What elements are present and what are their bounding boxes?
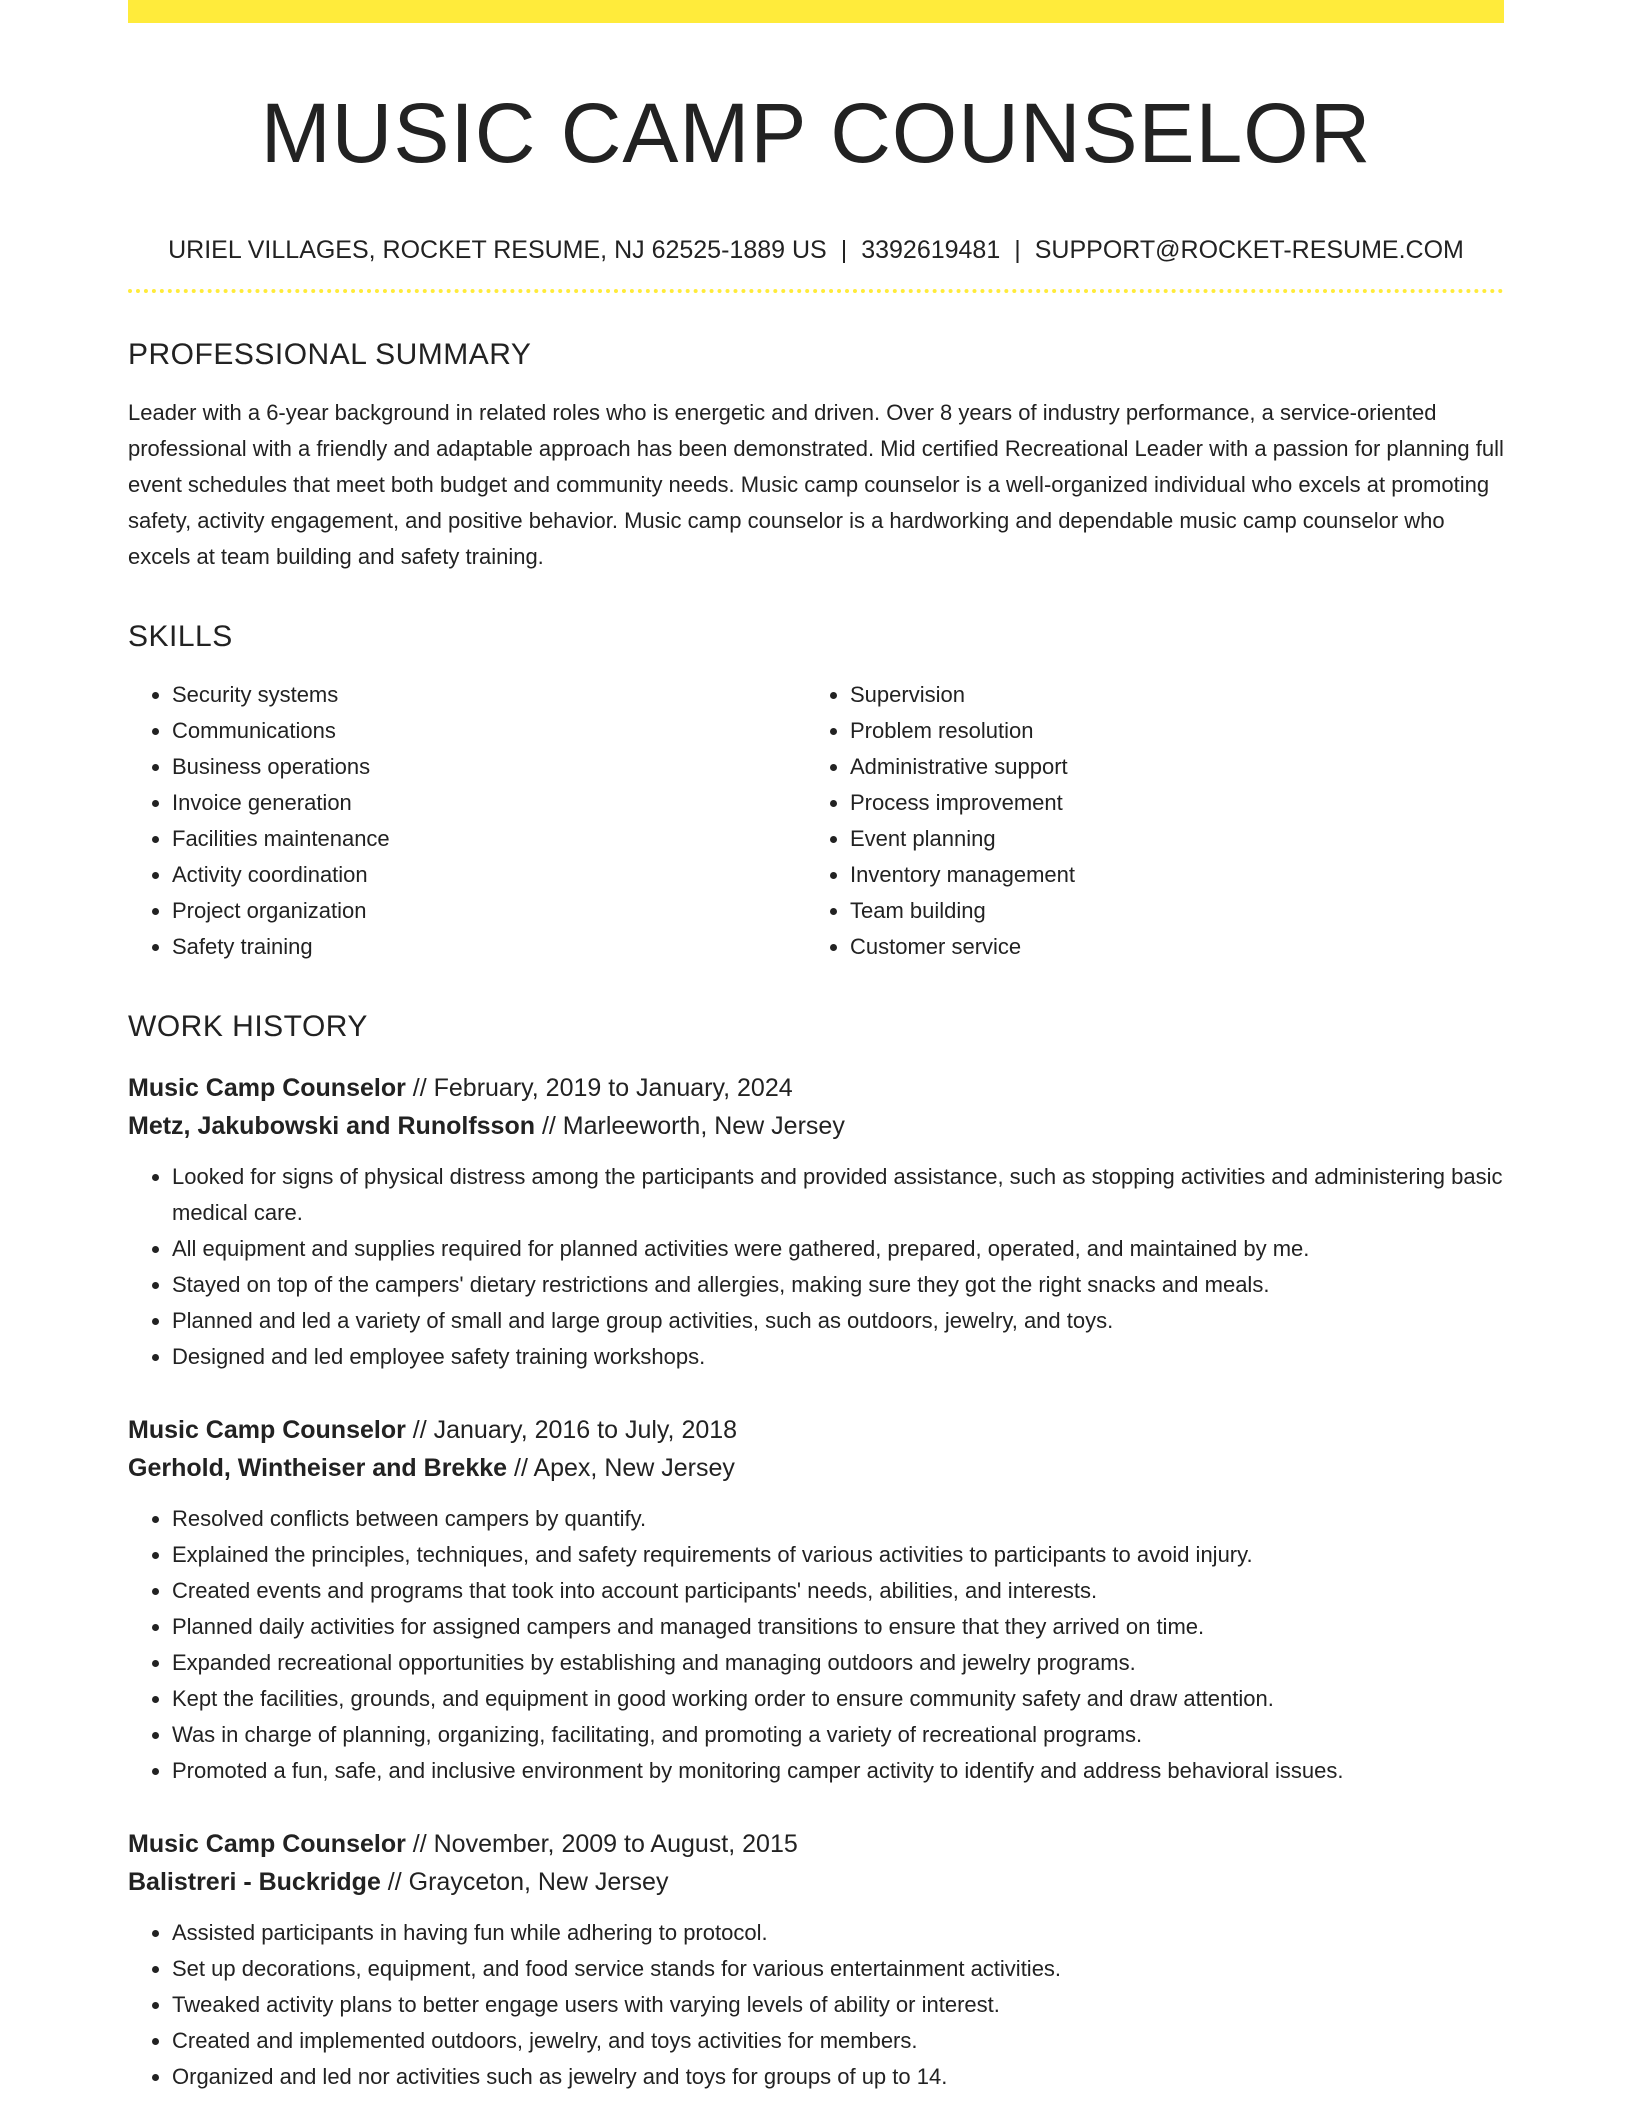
job-bullet: • Looked for signs of physical distress among the participants and provided assistance, such as stopping activities and administering basic medical care. <box>172 1159 1504 1231</box>
skill-item: • Inventory management <box>850 857 1484 893</box>
contact-address: URIEL VILLAGES, ROCKET RESUME, NJ 62525-1889 US <box>168 236 827 264</box>
job-bullet: • Stayed on top of the campers' dietary restrictions and allergies, making sure they got the right snacks and meals. <box>172 1267 1504 1303</box>
resume-page <box>128 0 1504 2095</box>
summary-text: Leader with a 6-year background in related roles who is energetic and driven. Over 8 years of industry performance, a service-oriented professional with a friendly and adaptable approach has been demonstrated. Mid certified Recreational Leader with a passion for planning full event schedules that meet both budget and community needs. Music camp counselor is a well-organized individual who excels at promoting safety, activity engagement, and positive behavior. Music camp counselor is a hardworking and dependable music camp counselor who excels at team building and safety training. <box>128 400 1504 569</box>
job-company: Gerhold, Wintheiser and Brekke <box>128 1454 508 1482</box>
skill-item: • Project organization <box>172 893 806 929</box>
top-accent-bar <box>128 0 1504 23</box>
skills-heading: SKILLS <box>128 620 233 653</box>
job-role-line <box>128 1825 1504 1863</box>
skill-item: • Administrative support <box>850 749 1484 785</box>
job-bullet: • Was in charge of planning, organizing, facilitating, and promoting a variety of recreational programs. <box>172 1717 1504 1753</box>
job-role: Music Camp Counselor <box>128 1074 406 1102</box>
work-history-heading: WORK HISTORY <box>128 1010 368 1043</box>
job-bullets <box>128 1159 1504 1375</box>
contact-separator: | <box>840 236 848 264</box>
job-role-line <box>128 1411 1504 1449</box>
job-bullet: • Expanded recreational opportunities by establishing and managing outdoors and jewelry programs. <box>172 1645 1504 1681</box>
skill-item: • Activity coordination <box>172 857 806 893</box>
job-role: Music Camp Counselor <box>128 1830 406 1858</box>
job-bullets <box>128 1915 1504 2095</box>
skills-section <box>128 619 1504 965</box>
job-entry <box>128 1069 1504 1375</box>
job-location: // Marleeworth, New Jersey <box>535 1112 845 1140</box>
contact-phone: 3392619481 <box>861 236 1001 264</box>
job-bullet: • Promoted a fun, safe, and inclusive environment by monitoring camper activity to identify and address behavioral issues. <box>172 1753 1504 1789</box>
summary-section <box>128 337 1504 575</box>
job-company-line <box>128 1107 1504 1145</box>
skills-list-right <box>806 677 1484 965</box>
job-company: Balistreri - Buckridge <box>128 1868 381 1896</box>
job-location: // Apex, New Jersey <box>507 1454 735 1482</box>
job-dates: // February, 2019 to January, 2024 <box>405 1074 793 1102</box>
job-bullet: • Planned and led a variety of small and large group activities, such as outdoors, jewelry, and toys. <box>172 1303 1504 1339</box>
job-bullet: • Set up decorations, equipment, and food service stands for various entertainment activities. <box>172 1951 1504 1987</box>
work-history-section <box>128 1009 1504 2095</box>
job-bullet: • Kept the facilities, grounds, and equipment in good working order to ensure community safety and draw attention. <box>172 1681 1504 1717</box>
job-bullets <box>128 1501 1504 1789</box>
skills-list-left <box>128 677 806 965</box>
skill-item: • Customer service <box>850 929 1484 965</box>
job-bullet: • Assisted participants in having fun while adhering to protocol. <box>172 1915 1504 1951</box>
job-bullet: • Created events and programs that took into account participants' needs, abilities, and interests. <box>172 1573 1504 1609</box>
skill-item: • Facilities maintenance <box>172 821 806 857</box>
job-location: // Grayceton, New Jersey <box>380 1868 669 1896</box>
job-company-line <box>128 1449 1504 1487</box>
job-role: Music Camp Counselor <box>128 1416 406 1444</box>
job-company: Metz, Jakubowski and Runolfsson <box>128 1112 535 1140</box>
job-company-line <box>128 1863 1504 1901</box>
job-bullet: • All equipment and supplies required for planned activities were gathered, prepared, operated, and maintained by me. <box>172 1231 1504 1267</box>
skill-item: • Safety training <box>172 929 806 965</box>
job-dates: // January, 2016 to July, 2018 <box>405 1416 738 1444</box>
skill-item: • Event planning <box>850 821 1484 857</box>
skill-item: • Team building <box>850 893 1484 929</box>
skill-item: • Business operations <box>172 749 806 785</box>
header-divider <box>128 289 1504 293</box>
resume-title: MUSIC CAMP COUNSELOR <box>260 86 1372 180</box>
job-entry <box>128 1825 1504 2095</box>
job-bullet: • Resolved conflicts between campers by quantify. <box>172 1501 1504 1537</box>
contact-separator: | <box>1014 236 1021 264</box>
job-role-line <box>128 1069 1504 1107</box>
job-entry <box>128 1411 1504 1789</box>
contact-email: SUPPORT@ROCKET-RESUME.COM <box>1034 236 1464 264</box>
job-bullet: • Created and implemented outdoors, jewelry, and toys activities for members. <box>172 2023 1504 2059</box>
job-bullet: • Planned daily activities for assigned campers and managed transitions to ensure that they arrived on time. <box>172 1609 1504 1645</box>
job-bullet: • Tweaked activity plans to better engage users with varying levels of ability or interest. <box>172 1987 1504 2023</box>
job-dates: // November, 2009 to August, 2015 <box>405 1830 798 1858</box>
skill-item: • Supervision <box>850 677 1484 713</box>
job-bullet: • Designed and led employee safety training workshops. <box>172 1339 1504 1375</box>
skill-item: • Invoice generation <box>172 785 806 821</box>
skill-item: • Process improvement <box>850 785 1484 821</box>
job-bullet: • Organized and led nor activities such as jewelry and toys for groups of up to 14. <box>172 2059 1504 2095</box>
skill-item: • Security systems <box>172 677 806 713</box>
skills-columns <box>128 677 1504 965</box>
contact-line <box>128 235 1504 265</box>
skill-item: • Communications <box>172 713 806 749</box>
job-bullet: • Explained the principles, techniques, and safety requirements of various activities to participants to avoid injury. <box>172 1537 1504 1573</box>
skill-item: • Problem resolution <box>850 713 1484 749</box>
summary-heading: PROFESSIONAL SUMMARY <box>128 338 532 371</box>
